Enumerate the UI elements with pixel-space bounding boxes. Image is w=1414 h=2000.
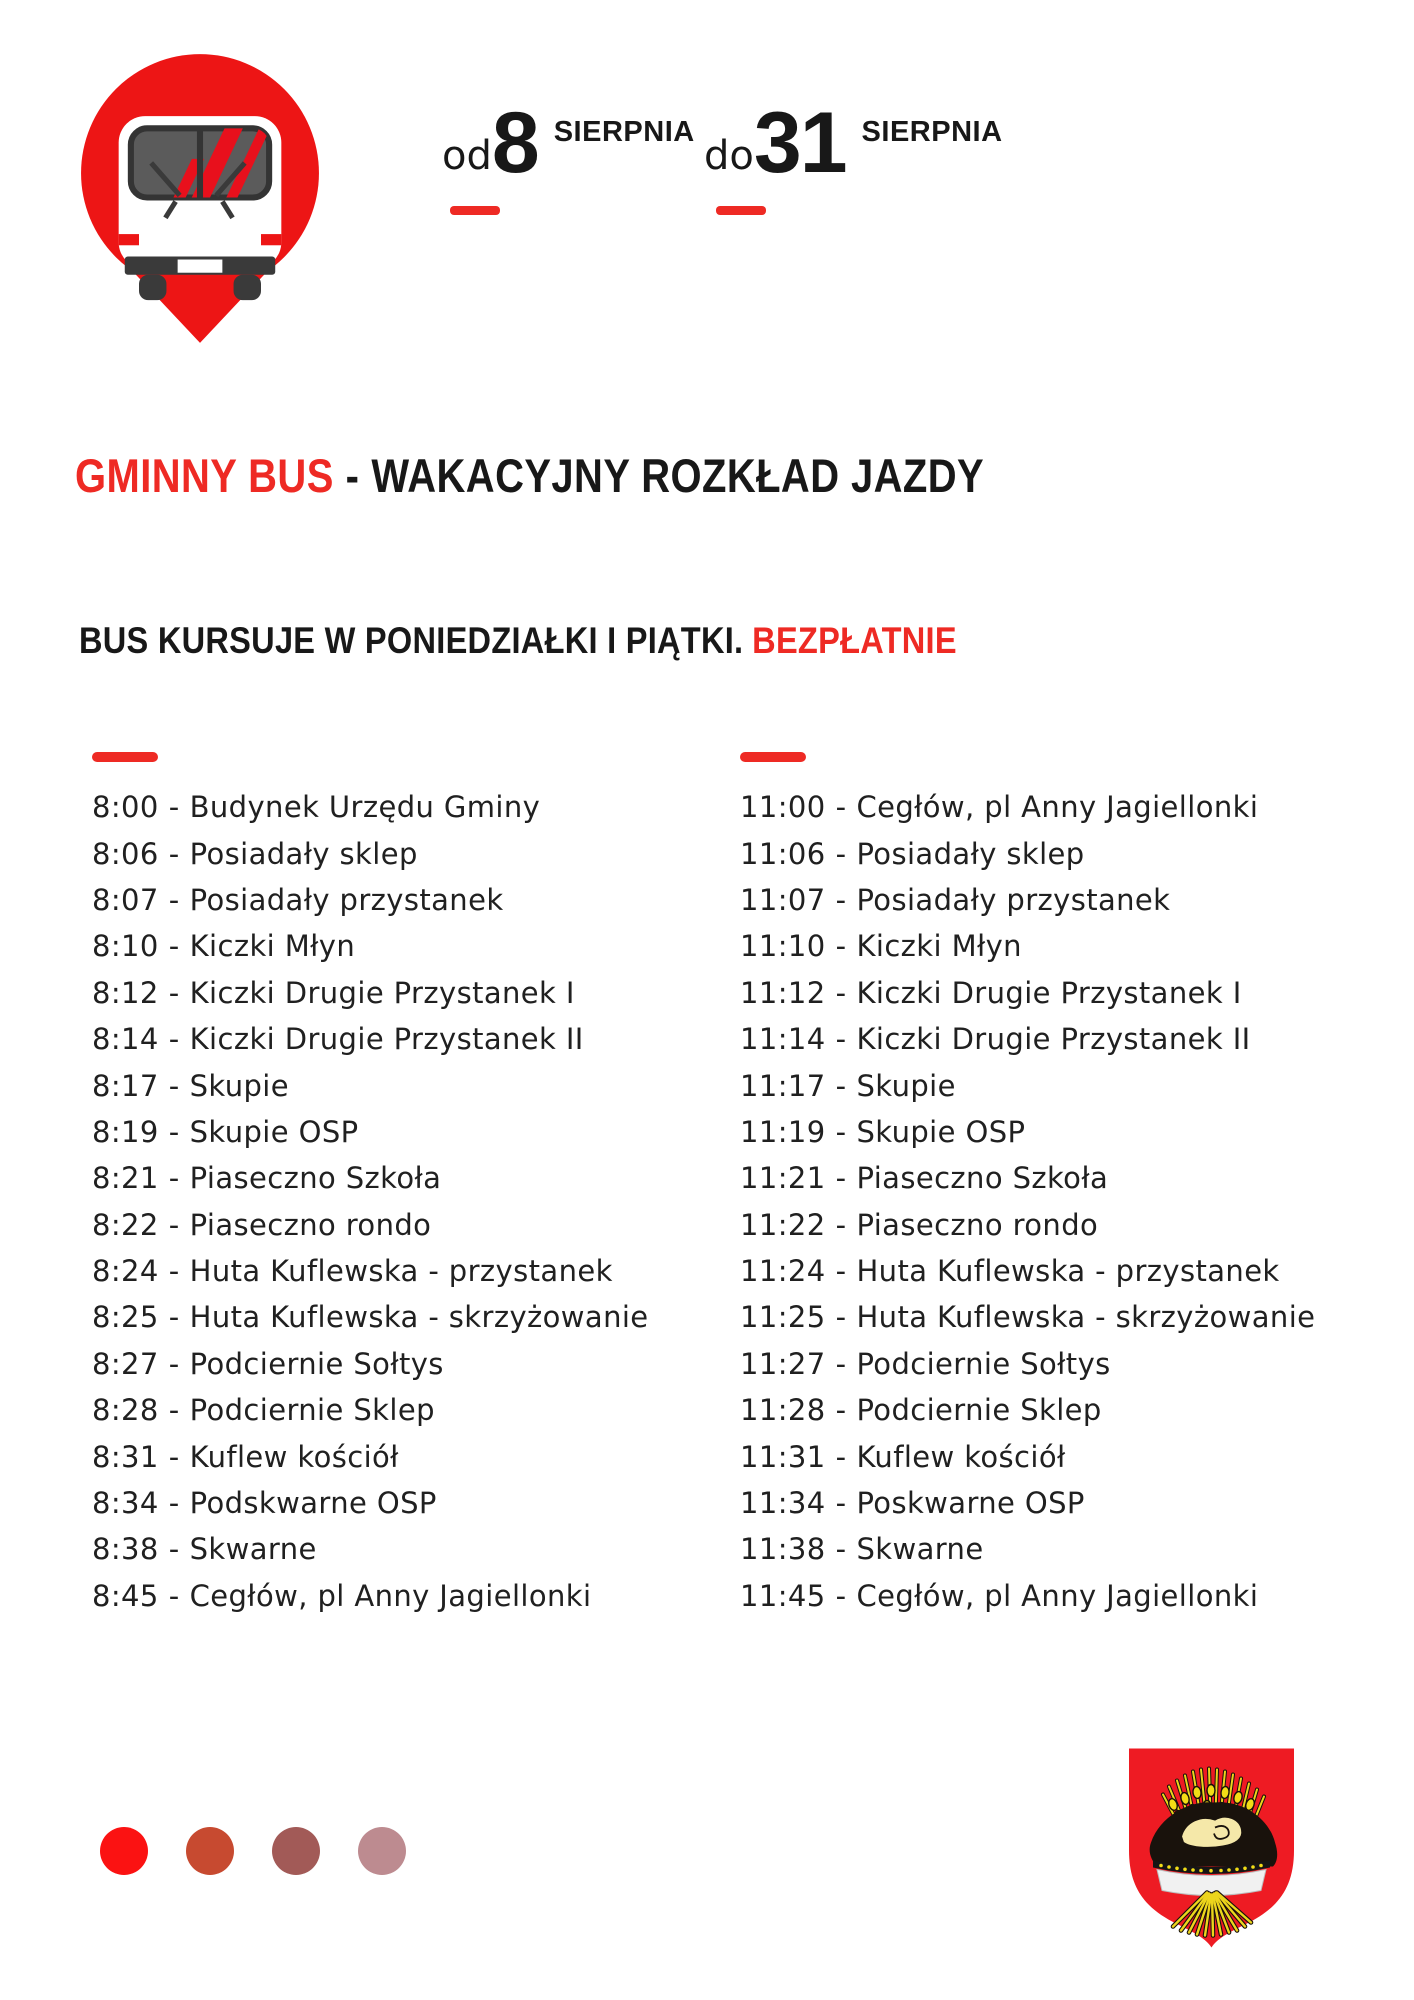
schedule-stop [740, 877, 1315, 923]
stop-separator: - [835, 790, 847, 825]
stop-separator: - [835, 1532, 847, 1567]
date-to-prefix: do [704, 133, 754, 180]
brand-dot-icon [100, 1827, 148, 1875]
stop-name: Kiczki Młyn [856, 929, 1022, 964]
stop-name: Huta Kuflewska - skrzyżowanie [856, 1300, 1316, 1335]
stop-name: Cegłów, pl Anny Jagiellonki [856, 790, 1259, 825]
stop-separator: - [168, 929, 180, 964]
stop-separator: - [835, 1207, 847, 1242]
stop-name: Kiczki Młyn [189, 929, 356, 964]
stop-separator: - [168, 1161, 180, 1196]
stop-time: 8:12 [92, 975, 159, 1010]
stop-separator: - [168, 1114, 180, 1149]
stop-time: 11:14 [740, 1022, 826, 1057]
stop-name: Piaseczno Szkoła [189, 1161, 442, 1196]
stop-time: 11:06 [740, 836, 826, 871]
date-to-underline [716, 206, 766, 215]
date-to [704, 95, 1003, 191]
schedule-stop [740, 1248, 1315, 1294]
stop-separator: - [835, 929, 847, 964]
stop-separator: - [835, 1300, 847, 1335]
coat-of-arms-icon [1123, 1742, 1300, 1953]
stop-list-midday [740, 784, 1315, 1619]
schedule-stop [740, 1294, 1315, 1340]
schedule-stop [92, 877, 649, 923]
stop-name: Podskwarne OSP [189, 1486, 437, 1521]
schedule-stop [92, 1155, 649, 1201]
stop-list-morning [92, 784, 649, 1619]
stop-name: Posiadały przystanek [189, 882, 504, 917]
wheel-left [139, 275, 166, 300]
schedule-stop [92, 1573, 649, 1619]
stop-separator: - [168, 790, 180, 825]
stop-time: 8:21 [92, 1161, 159, 1196]
stop-separator: - [168, 1439, 180, 1474]
title-text: WAKACYJNY ROZKŁAD JAZDY [371, 449, 985, 502]
stop-time: 8:00 [92, 790, 159, 825]
stop-name: Kiczki Drugie Przystanek I [189, 975, 575, 1010]
page-title [75, 448, 984, 503]
stop-time: 11:25 [740, 1300, 826, 1335]
stop-separator: - [835, 1114, 847, 1149]
schedule-stop [92, 1109, 649, 1155]
stop-separator: - [835, 1254, 847, 1289]
stop-time: 8:24 [92, 1254, 159, 1289]
schedule-stop [740, 784, 1315, 830]
schedule-stop [740, 970, 1315, 1016]
stop-separator: - [168, 1346, 180, 1381]
schedule-stop [740, 1016, 1315, 1062]
stop-name: Podciernie Sołtys [856, 1346, 1111, 1381]
stop-separator: - [168, 1068, 180, 1103]
stop-separator: - [835, 1393, 847, 1428]
schedule-stop [92, 923, 649, 969]
brand-dots [100, 1827, 406, 1875]
stop-time: 8:19 [92, 1114, 159, 1149]
stop-separator: - [168, 882, 180, 917]
stop-time: 11:24 [740, 1254, 826, 1289]
stop-name: Posiadały przystanek [856, 882, 1171, 917]
stop-time: 11:22 [740, 1207, 826, 1242]
stop-separator: - [168, 1022, 180, 1057]
schedule-column-midday [740, 752, 1315, 1619]
brand-dot-icon [358, 1827, 406, 1875]
date-to-day: 31 [753, 95, 846, 191]
schedule-stop [92, 1480, 649, 1526]
stop-name: Skupie [189, 1068, 290, 1103]
schedule-stop [92, 1387, 649, 1433]
stop-time: 8:31 [92, 1439, 159, 1474]
stop-name: Piaseczno rondo [189, 1207, 432, 1242]
stop-name: Huta Kuflewska - skrzyżowanie [189, 1300, 649, 1335]
stop-name: Piaseczno Szkoła [856, 1161, 1109, 1196]
stop-separator: - [168, 1207, 180, 1242]
schedule-stop [740, 1480, 1315, 1526]
stop-name: Kuflew kościół [189, 1439, 399, 1474]
schedule-column-morning [92, 752, 649, 1619]
stop-time: 11:34 [740, 1486, 826, 1521]
stop-separator: - [835, 1439, 847, 1474]
stop-name: Posiadały sklep [189, 836, 418, 871]
stop-separator: - [835, 975, 847, 1010]
subtitle-text: BUS KURSUJE W PONIEDZIAŁKI I PIĄTKI. [79, 620, 744, 661]
subtitle [79, 620, 957, 662]
stop-time: 11:12 [740, 975, 826, 1010]
license-plate [178, 260, 223, 273]
stop-separator: - [835, 1346, 847, 1381]
schedule-stop [92, 1248, 649, 1294]
stop-separator: - [835, 1486, 847, 1521]
stop-time: 8:34 [92, 1486, 159, 1521]
schedule-stop [740, 1202, 1315, 1248]
stop-time: 11:38 [740, 1532, 826, 1567]
stop-separator: - [835, 836, 847, 871]
date-to-month: SIERPNIA [861, 116, 1003, 148]
stop-name: Huta Kuflewska - przystanek [189, 1254, 613, 1289]
stop-separator: - [168, 1254, 180, 1289]
subtitle-highlight: BEZPŁATNIE [752, 620, 957, 661]
date-from [442, 95, 695, 191]
stop-name: Kuflew kościół [856, 1439, 1066, 1474]
stop-time: 11:28 [740, 1393, 826, 1428]
schedule-stop [740, 1341, 1315, 1387]
stop-time: 11:31 [740, 1439, 826, 1474]
schedule-stop [92, 784, 649, 830]
brand-name: GMINNY BUS [75, 449, 334, 502]
date-from-day: 8 [491, 95, 538, 191]
stop-name: Cegłów, pl Anny Jagiellonki [189, 1578, 592, 1613]
brand-dot-icon [272, 1827, 320, 1875]
stop-time: 11:07 [740, 882, 826, 917]
stop-name: Podciernie Sołtys [189, 1346, 444, 1381]
schedule-stop [92, 1016, 649, 1062]
stop-separator: - [168, 1300, 180, 1335]
stop-name: Huta Kuflewska - przystanek [856, 1254, 1280, 1289]
stop-separator: - [168, 1393, 180, 1428]
stop-time: 11:00 [740, 790, 826, 825]
stop-separator: - [168, 1532, 180, 1567]
stop-time: 11:17 [740, 1068, 826, 1103]
schedule-stop [92, 1062, 649, 1108]
stop-separator: - [168, 836, 180, 871]
stop-separator: - [168, 1578, 180, 1613]
stop-name: Posiadały sklep [856, 836, 1085, 871]
schedule-stop [92, 1433, 649, 1479]
stop-time: 8:14 [92, 1022, 159, 1057]
stop-separator: - [835, 1161, 847, 1196]
schedule-stop [740, 1062, 1315, 1108]
stop-time: 11:10 [740, 929, 826, 964]
schedule-stop [740, 1155, 1315, 1201]
stop-name: Podciernie Sklep [189, 1393, 435, 1428]
date-from-month: SIERPNIA [553, 116, 695, 148]
stop-time: 8:28 [92, 1393, 159, 1428]
schedule-stop [740, 830, 1315, 876]
stop-time: 8:22 [92, 1207, 159, 1242]
stop-time: 8:25 [92, 1300, 159, 1335]
stop-name: Skupie OSP [856, 1114, 1026, 1149]
stop-name: Skwarne [856, 1532, 984, 1567]
schedule-stop [92, 830, 649, 876]
stop-name: Poskwarne OSP [856, 1486, 1085, 1521]
brand-dot-icon [186, 1827, 234, 1875]
stop-time: 8:17 [92, 1068, 159, 1103]
stop-separator: - [835, 1068, 847, 1103]
schedule-stop [740, 1573, 1315, 1619]
schedule-stop [92, 1202, 649, 1248]
stop-time: 8:45 [92, 1578, 159, 1613]
schedule-stop [92, 1294, 649, 1340]
stop-separator: - [168, 975, 180, 1010]
stop-name: Skupie [856, 1068, 956, 1103]
stop-separator: - [835, 1022, 847, 1057]
schedule-stop [740, 923, 1315, 969]
stop-time: 8:27 [92, 1346, 159, 1381]
stop-name: Podciernie Sklep [856, 1393, 1102, 1428]
stop-name: Cegłów, pl Anny Jagiellonki [856, 1578, 1259, 1613]
schedule-stop [92, 1526, 649, 1572]
stop-time: 8:06 [92, 836, 159, 871]
date-from-underline [450, 206, 500, 215]
stop-time: 8:07 [92, 882, 159, 917]
wheel-right [234, 275, 261, 300]
schedule-stop [740, 1387, 1315, 1433]
stop-time: 11:45 [740, 1578, 826, 1613]
stop-separator: - [835, 882, 847, 917]
column-dash-icon [92, 752, 158, 762]
stop-time: 11:27 [740, 1346, 826, 1381]
title-separator: - [345, 449, 360, 502]
bus-location-pin-icon [78, 52, 322, 344]
stop-name: Piaseczno rondo [856, 1207, 1099, 1242]
stop-name: Kiczki Drugie Przystanek II [856, 1022, 1251, 1057]
stop-time: 8:38 [92, 1532, 159, 1567]
schedule-stop [92, 1341, 649, 1387]
schedule-stop [740, 1109, 1315, 1155]
schedule-stop [740, 1433, 1315, 1479]
stop-time: 8:10 [92, 929, 159, 964]
stop-time: 11:19 [740, 1114, 826, 1149]
stop-name: Budynek Urzędu Gminy [189, 790, 541, 825]
column-dash-icon [740, 752, 806, 762]
stop-name: Skwarne [189, 1532, 317, 1567]
stop-name: Skupie OSP [189, 1114, 359, 1149]
stop-separator: - [835, 1578, 847, 1613]
stop-name: Kiczki Drugie Przystanek I [856, 975, 1242, 1010]
stop-name: Kiczki Drugie Przystanek II [189, 1022, 584, 1057]
date-from-prefix: od [442, 133, 492, 180]
stop-separator: - [168, 1486, 180, 1521]
schedule-stop [92, 970, 649, 1016]
stop-time: 11:21 [740, 1161, 826, 1196]
schedule-stop [740, 1526, 1315, 1572]
